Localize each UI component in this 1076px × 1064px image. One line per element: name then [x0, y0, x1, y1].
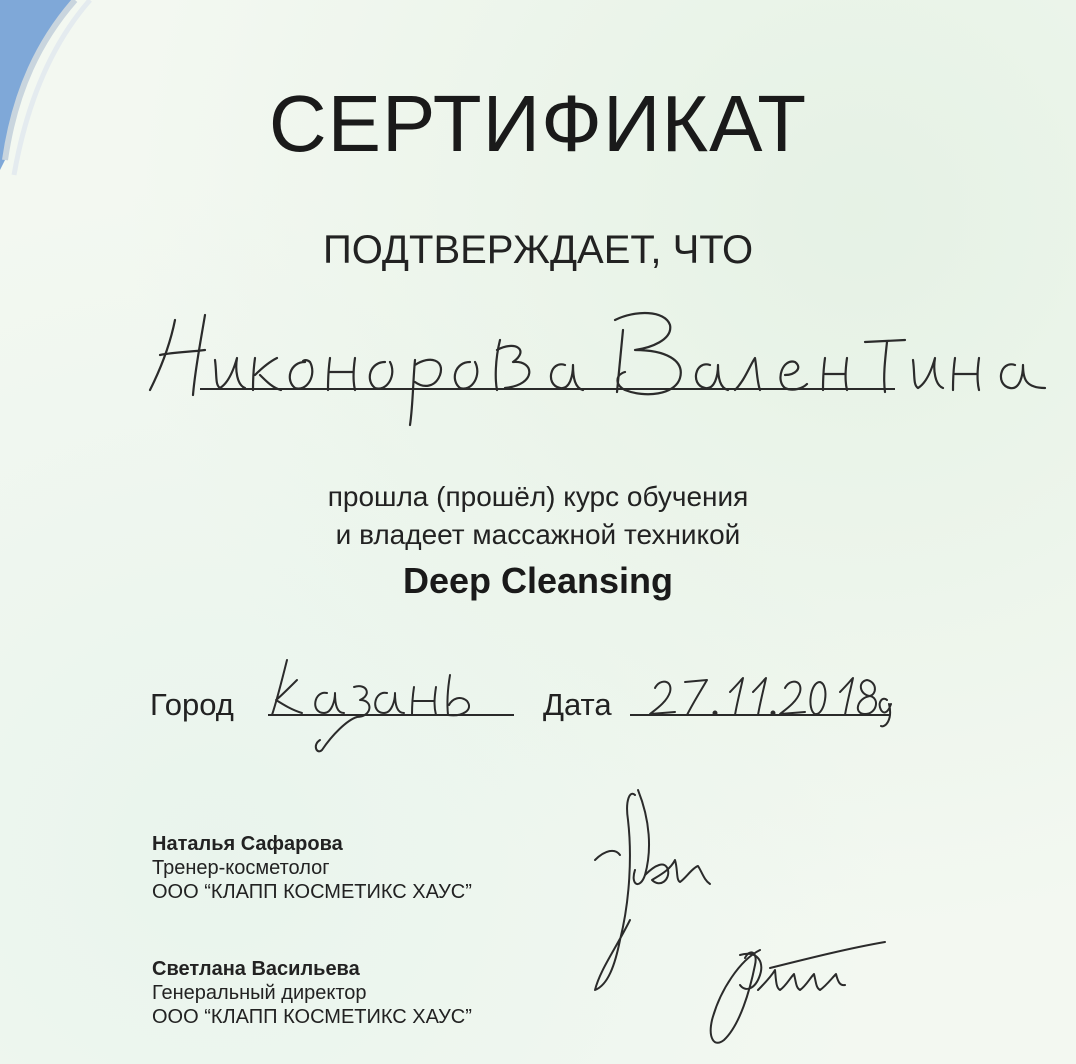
date-handwriting — [645, 670, 900, 730]
course-line-1: прошла (прошёл) курс обучения — [327, 481, 749, 512]
city-underline — [268, 714, 514, 716]
signer-company: ООО “КЛАПП КОСМЕТИКС ХАУС” — [152, 1006, 472, 1028]
certificate-title: СЕРТИФИКАТ — [268, 79, 808, 168]
date-underline — [630, 714, 890, 716]
signer-company: ООО “КЛАПП КОСМЕТИКС ХАУС” — [152, 881, 472, 903]
certificate-subtitle: ПОДТВЕРЖДАЕТ, ЧТО — [322, 228, 754, 272]
signer-role: Генеральный директор — [152, 982, 367, 1004]
city-label: Город — [150, 687, 234, 722]
signer-director — [152, 957, 472, 1029]
signer-trainer — [152, 832, 472, 904]
signer-name: Светлана Васильева — [152, 958, 360, 980]
course-line-2: и владеет массажной техникой — [335, 519, 741, 550]
name-underline — [200, 388, 895, 390]
course-description — [0, 478, 1076, 554]
signer-name: Наталья Сафарова — [152, 833, 343, 855]
signer-role: Тренер-косметолог — [152, 857, 330, 879]
recipient-name-handwriting — [145, 300, 1055, 430]
technique-name: Deep Cleansing — [402, 560, 674, 601]
director-signature — [700, 930, 890, 1055]
city-handwriting — [262, 655, 517, 755]
date-label: Дата — [543, 687, 612, 722]
